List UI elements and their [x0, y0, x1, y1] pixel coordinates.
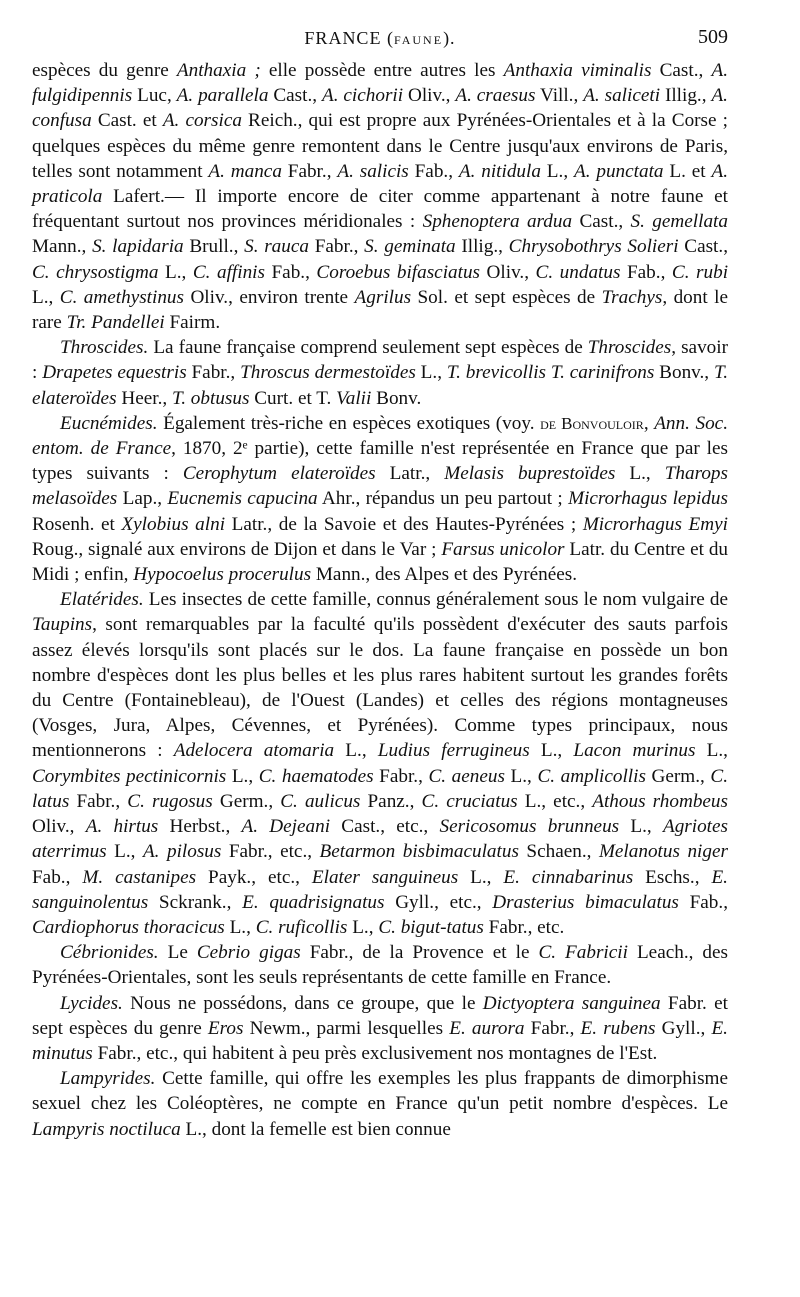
text-run: , sont remarquables par la faculté qu'ils possèdent d'exécuter des sauts parfois assez élevés lorsqu'ils sont placés sur le dos. La faune française en possède un bon nombre d'espèces dont les plus belles et les plus rares habitent surtout les grandes forêts du Centre (Fontainebleau), de l'Ouest (Landes) et celles des régions montagneuses (Vosges, Jura, Alpes, Cévennes, et Pyrénées). Comme types principaux, nous mentionnerons : [32, 614, 728, 762]
text-run: Newm., parmi lesquelles [243, 1017, 450, 1039]
italic-text: A. fulgidipennis [32, 60, 728, 107]
text-run: Eschs., [633, 866, 712, 888]
italic-text: A. corsica [162, 110, 242, 132]
italic-text: C. aeneus [428, 765, 505, 787]
text-run: L., [695, 740, 728, 762]
italic-text: Anthaxia ; [176, 60, 261, 81]
italic-text: C. bigut-tatus [378, 916, 484, 938]
italic-text: Lycides. [60, 992, 123, 1014]
italic-text: M. castanipes [82, 866, 197, 888]
text-run: Reich., qui est propre aux Pyrénées-Orientales et à la Corse ; quelques espèces du même genre remontent dans le Centre jusqu'aux environs de Paris, telles sont notamment [32, 110, 728, 182]
italic-text: A. praticola [32, 160, 728, 208]
italic-text: C. rubi [671, 261, 729, 283]
italic-text: Betarmon bisbimaculatus [319, 841, 519, 863]
text-run: Fab., [32, 866, 83, 888]
text-run: Illig., [660, 85, 712, 107]
italic-text: Eucnemis capucina [167, 488, 318, 510]
italic-text: Elater sanguineus [311, 866, 459, 888]
text-run: Nous ne possédons, dans ce groupe, que le [122, 992, 483, 1014]
text-run: Cast., [268, 85, 322, 107]
italic-text: E. cinnabarinus [503, 866, 634, 888]
text-run: Gyll., etc., [384, 891, 493, 913]
italic-text: C. ruficollis [255, 916, 348, 938]
italic-text: Microrhagus Emyi [582, 513, 728, 535]
text-run: Panz., [360, 790, 422, 812]
text-run: L., [32, 286, 60, 308]
text-run: Oliv., environ trente [184, 286, 355, 308]
italic-text: C. affinis [192, 261, 265, 283]
page-header [32, 22, 728, 58]
text-run: Fabr., [308, 236, 365, 258]
paragraph [32, 587, 728, 940]
italic-text: A. Dejeani [241, 816, 331, 838]
text-run: Latr., de la Savoie et des Hautes-Pyrénées ; [225, 513, 583, 535]
italic-text: Drasterius bimaculatus [492, 891, 679, 913]
text-run: Oliv., [403, 85, 456, 107]
italic-text: Athous rhombeus [592, 790, 728, 812]
italic-text: T. elateroïdes [32, 362, 728, 409]
small-caps-text: de Bonvouloir [540, 413, 644, 433]
text-run: Fab., [264, 261, 317, 283]
text-run: L., [347, 916, 379, 938]
text-run: Cast., [678, 236, 728, 258]
text-run: Cast., etc., [330, 816, 440, 838]
running-title-main: FRANCE ( [304, 28, 394, 48]
text-run: Fabr., [281, 160, 338, 182]
italic-text: Hypocoelus procerulus [133, 564, 312, 586]
italic-text: A. hirtus [85, 816, 159, 838]
text-run: Schaen., [518, 841, 599, 863]
italic-text: A. craesus [455, 85, 536, 107]
text-run: Gyll., [655, 1017, 712, 1039]
text-run: Fabr. et sept espèces du genre [32, 992, 729, 1039]
italic-text: A. saliceti [583, 85, 661, 107]
text-run: Mann., des Alpes et des Pyrénées. [311, 564, 577, 586]
italic-text: Sphenoptera ardua [422, 211, 573, 233]
text-run: Leach., des Pyrénées-Orientales, sont les seuls représentants de cette famille en France. [32, 942, 728, 989]
italic-text: C. undatus [535, 261, 621, 283]
italic-text: Tharops melasoïdes [32, 463, 728, 510]
italic-text: Xylobius alni [121, 513, 226, 535]
italic-text: Eucnémides. [60, 412, 158, 434]
italic-text: A. pilosus [142, 841, 222, 863]
text-run: , [643, 412, 655, 434]
italic-text: C. haematodes [258, 765, 374, 787]
italic-text: A. nitidula [458, 160, 541, 182]
text-run: Cette famille, qui offre les exemples les plus frappants de dimorphisme sexuel chez les Coléoptères, ne compte en France qu'un petit nombre d'espèces. Le [32, 1068, 728, 1115]
italic-text: Farsus unicolor [441, 538, 565, 560]
italic-text: Agriotes aterrimus [32, 816, 728, 863]
text-run: Latr. du Centre et du Midi ; enfin, [32, 538, 729, 586]
italic-text: C. amethystinus [59, 286, 184, 308]
text-run: Fabr., etc. [483, 916, 565, 938]
text-run: Les insectes de cette famille, connus généralement sous le nom vulgaire de [143, 589, 728, 611]
italic-text: C. Fabricii [538, 942, 628, 964]
italic-text: T. brevicollis [446, 362, 547, 384]
text-run: Cast., [572, 211, 631, 233]
text-run: Fabr., etc., [221, 841, 320, 863]
running-title [32, 28, 728, 49]
text-run: Sckrank., [148, 891, 243, 913]
italic-text: A. cichorii [321, 85, 404, 107]
italic-text: Lacon murinus [573, 740, 696, 762]
text-run: L., etc., [517, 790, 593, 812]
paragraph [32, 991, 728, 1067]
text-run: Bonv. [371, 387, 422, 409]
text-run: Herbst., [158, 816, 242, 838]
text-run: , dont le rare [32, 286, 728, 334]
italic-text: A. parallela [176, 85, 269, 107]
text-run: Roug., signalé aux environs de Dijon et dans le Var ; [32, 538, 442, 560]
italic-text: Tr. Pandellei [66, 312, 165, 334]
italic-text: A. salicis [337, 160, 409, 182]
italic-text: A. punctata [573, 160, 664, 182]
italic-text: Cerophytum elateroïdes [182, 463, 376, 485]
italic-text: Ludius ferrugineus [377, 740, 530, 762]
text-run: , savoir : [32, 337, 728, 384]
text-run: L., [226, 765, 259, 787]
text-run: Sol. et sept espèces de [411, 286, 602, 308]
text-run: Fabr., [524, 1017, 581, 1039]
italic-text: C. chrysostigma [32, 261, 159, 283]
text-run: Fabr., [69, 790, 128, 812]
italic-text: T. carinifrons [550, 362, 655, 384]
text-run: Lafert.— Il importe encore de citer comme appartenant à notre faune et fréquentant surtout nos provinces méridionales : [32, 186, 728, 233]
paragraph [32, 1066, 728, 1142]
text-run: Également très-riche en espèces exotiques (voy. [157, 412, 541, 434]
text-run: Heer., [116, 387, 172, 409]
text-run: L., [224, 916, 256, 938]
italic-text: Anthaxia viminalis [503, 60, 652, 81]
paragraph [32, 335, 728, 411]
italic-text: E. sanguinolentus [32, 866, 728, 913]
italic-text: Elatérides. [60, 589, 144, 611]
text-run: , 1870, 2ᵉ partie), cette famille n'est représentée en France que par les types suivants : [32, 438, 728, 485]
italic-text: Chrysobothrys Solieri [508, 236, 679, 258]
text-run: Cast., [651, 60, 712, 81]
text-run: L. et [663, 160, 712, 182]
italic-text: S. gemellata [630, 211, 728, 233]
text-run: L., [158, 261, 193, 283]
italic-text: Eros [207, 1017, 244, 1039]
italic-text: C. rugosus [127, 790, 213, 812]
text-run: Latr., [375, 463, 445, 485]
text-run: Fabr., [373, 765, 429, 787]
text-run: Fabr., de la Provence et le [300, 942, 539, 964]
italic-text: Adelocera atomaria [173, 740, 335, 762]
italic-text: Coroebus bifasciatus [316, 261, 481, 283]
text-run: L., [334, 740, 378, 762]
text-run: Fabr., [186, 362, 241, 384]
text-run: Rosenh. et [32, 513, 122, 535]
paragraph [32, 58, 728, 335]
italic-text: Throscides. [60, 337, 149, 359]
italic-text: Corymbites pectinicornis [32, 765, 227, 787]
text-run: Bonv., [654, 362, 714, 384]
text-run: La faune française comprend seulement sept espèces de [148, 337, 588, 359]
paragraph [32, 411, 728, 587]
body-text [32, 58, 728, 1142]
italic-text: Melanotus niger [598, 841, 728, 863]
italic-text: Dictyoptera sanguinea [482, 992, 661, 1014]
text-run: Fab., [620, 261, 672, 283]
italic-text: Sericosomus brunneus [439, 816, 620, 838]
italic-text: Cebrio gigas [196, 942, 301, 964]
text-run: Lap., [117, 488, 168, 510]
italic-text: Ann. Soc. entom. de France [32, 412, 728, 460]
text-run: L., [619, 816, 663, 838]
italic-text: Throscides [587, 337, 672, 359]
text-run: Payk., etc., [196, 866, 312, 888]
text-run: Brull., [183, 236, 245, 258]
italic-text: Melasis buprestoïdes [444, 463, 616, 485]
text-run: Fab., [678, 891, 728, 913]
text-run: L., [615, 463, 665, 485]
italic-text: Valii [336, 387, 372, 409]
italic-text: Cébrionides. [60, 942, 159, 964]
text-run: Fairm. [164, 312, 221, 334]
italic-text: Throscus dermestoïdes [240, 362, 416, 384]
running-title-small-caps: FAUNE [393, 33, 444, 47]
italic-text: E. quadrisignatus [242, 891, 385, 913]
italic-text: E. minutus [32, 1017, 728, 1064]
text-run: Fabr., etc., qui habitent à peu près exclusivement nos montagnes de l'Est. [92, 1042, 658, 1064]
text-run: Vill., [535, 85, 584, 107]
text-run: Germ., [645, 765, 711, 787]
text-run: Illig., [455, 236, 509, 258]
italic-text: E. rubens [580, 1017, 656, 1039]
italic-text: C. aulicus [280, 790, 361, 812]
text-run: Oliv., [480, 261, 536, 283]
italic-text: C. amplicollis [537, 765, 646, 787]
page-number: 509 [698, 26, 728, 48]
italic-text: Lampyris noctiluca [32, 1118, 181, 1140]
book-page [32, 22, 728, 1142]
italic-text: Taupins [32, 614, 93, 636]
text-run: L., [504, 765, 538, 787]
text-run: L., [540, 160, 574, 182]
text-run: Mann., [32, 236, 93, 258]
text-run: Cast. et [91, 110, 163, 132]
text-run: Luc, [132, 85, 177, 107]
italic-text: A. confusa [32, 85, 728, 132]
italic-text: C. cruciatus [421, 790, 518, 812]
text-run: L., [458, 866, 504, 888]
italic-text: Microrhagus lepidus [568, 488, 728, 510]
italic-text: Lampyrides. [60, 1068, 156, 1090]
text-run: L., [529, 740, 574, 762]
text-run: Oliv., [32, 816, 86, 838]
text-run: L., dont la femelle est bien connue [180, 1118, 451, 1140]
text-run: L., [415, 362, 447, 384]
paragraph [32, 940, 728, 990]
text-run: Le [158, 942, 197, 964]
text-run: elle possède entre autres les [260, 60, 504, 81]
text-run: espèces du genre [32, 60, 177, 81]
italic-text: Agrilus [354, 286, 412, 308]
text-run: L., [106, 841, 143, 863]
italic-text: Drapetes equestris [42, 362, 187, 384]
running-title-close: ). [443, 28, 456, 48]
italic-text: S. lapidaria [92, 236, 184, 258]
italic-text: S. rauca [244, 236, 309, 258]
text-run: Fab., [408, 160, 459, 182]
italic-text: Cardiophorus thoracicus [32, 916, 225, 938]
text-run: Ahr., répandus un peu partout ; [317, 488, 569, 510]
italic-text: E. aurora [449, 1017, 525, 1039]
italic-text: T. obtusus [171, 387, 250, 409]
italic-text: A. manca [208, 160, 282, 182]
italic-text: S. geminata [364, 236, 456, 258]
text-run: Germ., [212, 790, 281, 812]
italic-text: C. latus [32, 765, 728, 812]
italic-text: Trachys [601, 286, 663, 308]
text-run: Curt. et T. [249, 387, 337, 409]
